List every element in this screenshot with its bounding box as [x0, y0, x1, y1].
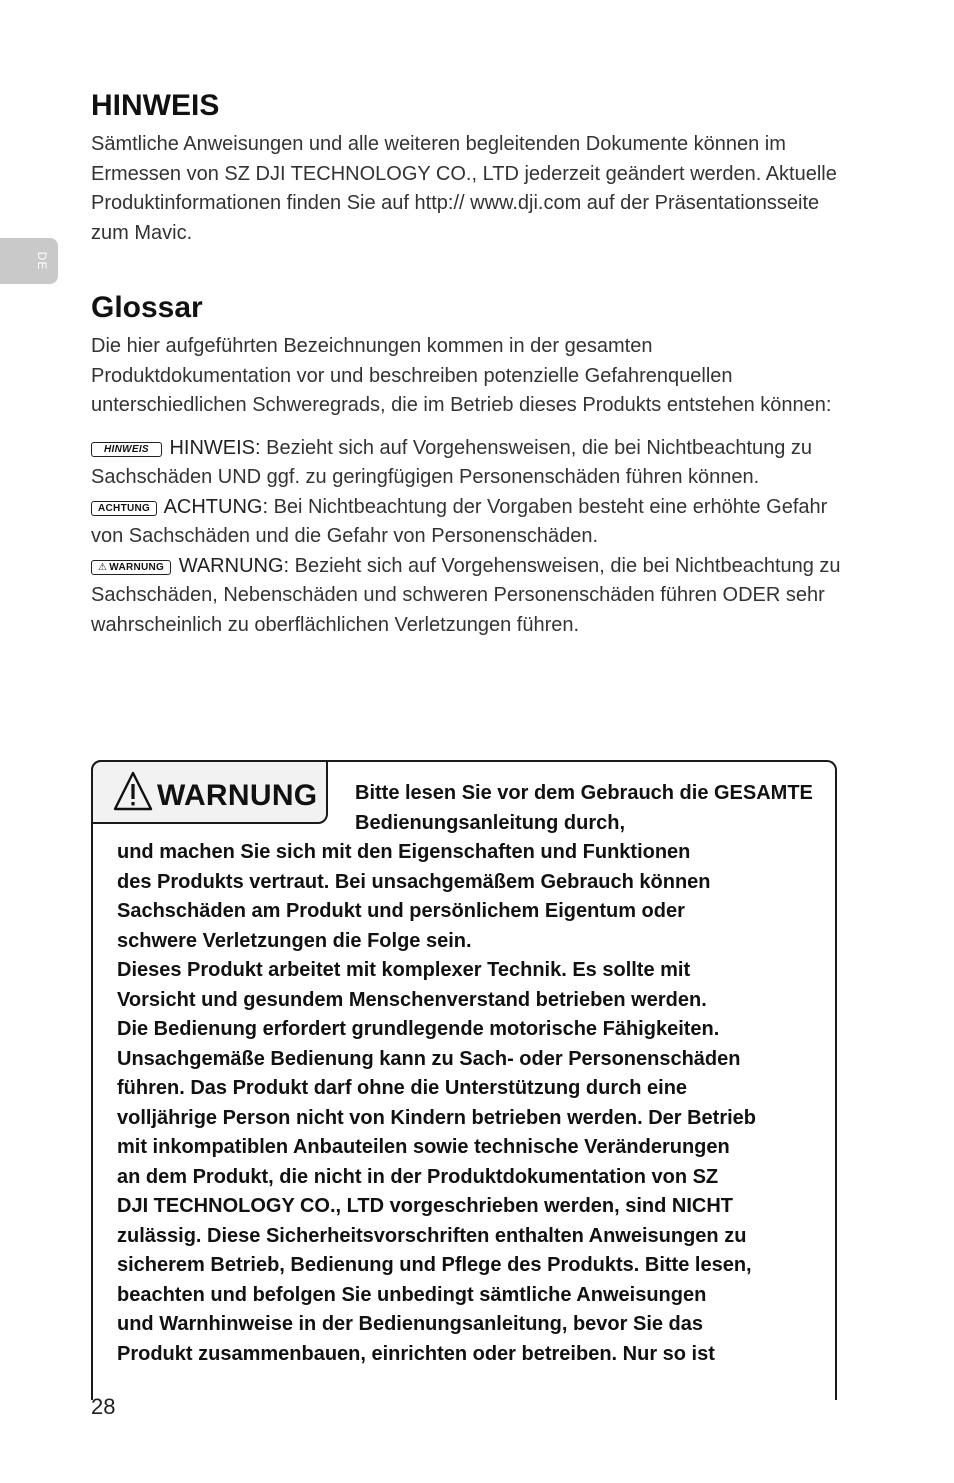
- warning-tag-label: WARNUNG: [157, 779, 318, 812]
- warning-line: an dem Produkt, die nicht in der Produktdokumentation von SZ: [117, 1165, 719, 1188]
- definition-term: WARNUNG:: [178, 554, 290, 577]
- definition-achtung: [91, 493, 851, 552]
- warning-line: Sachschäden am Produkt und persönlichem Eigentum oder: [117, 900, 685, 922]
- warning-tag: [91, 760, 328, 824]
- hinweis-paragraph: Sämtliche Anweisungen und alle weiteren begleitenden Dokumente können im Ermessen von SZ DJI TECHNOLOGY CO., LTD jederzeit geändert werden. Aktuelle Produktinformationen finden Sie auf http:// www.dji.com auf der Präsentationsseite zum Mavic.: [91, 133, 837, 244]
- warning-line: Dieses Produkt arbeitet mit komplexer Technik. Es sollte mit: [117, 959, 691, 981]
- definition-term: ACHTUNG:: [163, 495, 269, 518]
- language-tab: [0, 238, 58, 284]
- warning-line: sicherem Betrieb, Bedienung und Pflege des Produkts. Bitte lesen,: [117, 1254, 752, 1276]
- warning-line: mit inkompatiblen Anbauteilen sowie technische Veränderungen: [117, 1136, 730, 1158]
- warning-line: Vorsicht und gesundem Menschenverstand betrieben werden.: [117, 988, 707, 1011]
- warning-line: DJI TECHNOLOGY CO., LTD vorgeschrieben werden, sind NICHT: [117, 1195, 734, 1217]
- definition-text: Bezieht sich auf Vorgehensweisen, die bei Nichtbeachtung zu Sachschäden UND ggf. zu geringfügigen Personenschäden führen können.: [91, 436, 813, 488]
- warning-line: des Produkts vertraut. Bei unsachgemäßem Gebrauch können: [117, 870, 711, 893]
- main-content: [91, 88, 851, 640]
- definition-term: HINWEIS:: [169, 436, 261, 459]
- warning-triangle-icon: [113, 770, 153, 812]
- language-tab-label: DE: [35, 251, 49, 271]
- glossar-heading: Glossar: [91, 291, 203, 324]
- definition-text: Bei Nichtbeachtung der Vorgaben besteht eine erhöhte Gefahr von Sachschäden und die Gefahr von Personenschäden.: [91, 495, 828, 547]
- warning-line: volljährige Person nicht von Kindern betrieben werden. Der Betrieb: [117, 1106, 757, 1129]
- glossary-definitions: [91, 434, 851, 641]
- achtung-badge: ACHTUNG: [91, 501, 157, 516]
- warnung-badge-label: WARNUNG: [109, 561, 165, 573]
- definition-text: Bezieht sich auf Vorgehensweisen, die bei Nichtbeachtung zu Sachschäden, Nebenschäden und schweren Personenschäden führen ODER sehr wahrscheinlich zu oberflächlichen Verletzungen führen.: [91, 554, 841, 636]
- warning-line: Die Bedienung erfordert grundlegende motorische Fähigkeiten.: [117, 1018, 720, 1040]
- warning-body-text: [117, 838, 822, 1369]
- hinweis-heading: HINWEIS: [91, 89, 220, 122]
- warning-line: Unsachgemäße Bedienung kann zu Sach- oder Personenschäden: [117, 1047, 741, 1070]
- warning-line: schwere Verletzungen die Folge sein.: [117, 929, 472, 952]
- warning-line: führen. Das Produkt darf ohne die Unterstützung durch eine: [117, 1077, 688, 1099]
- page-number: 28: [91, 1394, 116, 1419]
- warning-triangle-icon: ⚠: [98, 561, 108, 573]
- definition-warnung: [91, 552, 851, 641]
- warning-line: und Warnhinweise in der Bedienungsanleitung, bevor Sie das: [117, 1313, 704, 1335]
- warning-line: beachten und befolgen Sie unbedingt sämtliche Anweisungen: [117, 1283, 707, 1306]
- warning-head-text: Bitte lesen Sie vor dem Gebrauch die GESAMTE Bedienungsanleitung durch,: [355, 782, 813, 834]
- hinweis-badge: HINWEIS: [91, 442, 162, 457]
- warnung-badge: [91, 560, 171, 575]
- warning-line: Produkt zusammenbauen, einrichten oder betreiben. Nur so ist: [117, 1342, 715, 1365]
- warning-line: zulässig. Diese Sicherheitsvorschriften enthalten Anweisungen zu: [117, 1224, 747, 1247]
- warning-line: und machen Sie sich mit den Eigenschaften und Funktionen: [117, 841, 691, 863]
- glossar-intro: Die hier aufgeführten Bezeichnungen kommen in der gesamten Produktdokumentation vor und beschreiben potenzielle Gefahrenquellen unterschiedlichen Schweregrads, die im Betrieb dieses Produkts entstehen können:: [91, 335, 832, 416]
- warning-box: [91, 760, 837, 1400]
- definition-hinweis: [91, 434, 851, 493]
